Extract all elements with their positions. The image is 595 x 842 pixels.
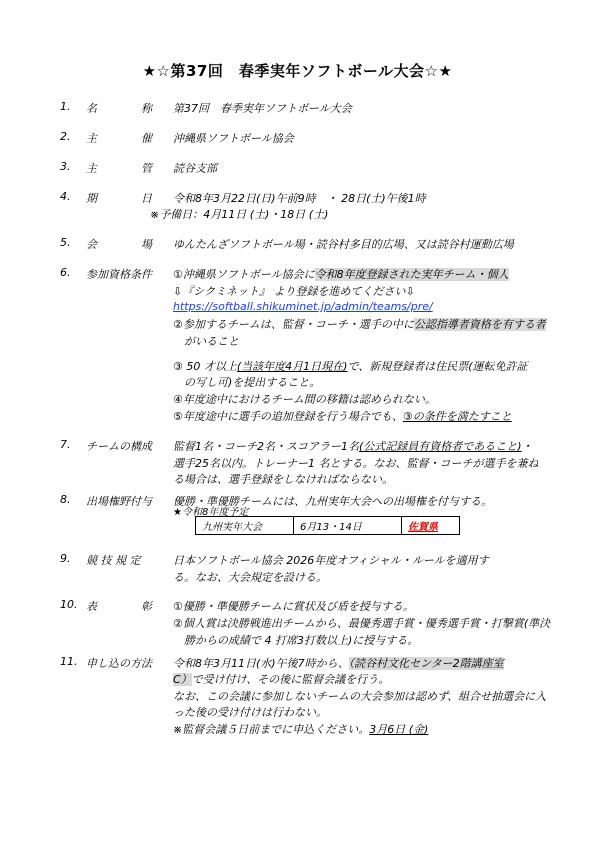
text: で受け付け、その後に監督会議を行う。	[191, 673, 390, 686]
underlined-text: (当該年度4月1日現在)	[236, 360, 348, 373]
organizer: 沖縄県ソフトボール協会	[173, 132, 294, 145]
team-composition-line: る場合は、選手登録をしなければならない。	[173, 473, 393, 486]
item-label: 主	[86, 132, 97, 145]
item-label: 会	[86, 238, 97, 251]
eligibility-line	[173, 266, 509, 282]
document-title: ★☆第37回 春季実年ソフトボール大会☆★	[142, 62, 453, 80]
item-label: 出場権野付与	[86, 495, 152, 508]
application-line	[173, 721, 428, 737]
table-row	[196, 517, 460, 535]
application-line	[173, 655, 504, 671]
underlined-text: (公式記録員有資格者であること)	[359, 440, 522, 453]
text: ①沖縄県ソフトボール協会に	[173, 268, 315, 281]
rules-line: 日本ソフトボール協会 2026年度オフィシャル・ルールを適用す	[173, 554, 489, 567]
item-label-end: 称	[141, 102, 152, 115]
item-number: 6.	[60, 266, 71, 279]
eligibility-line	[173, 358, 528, 374]
eligibility-line: がいること	[184, 335, 239, 348]
table-cell-date: 6月13・14日	[294, 517, 402, 535]
item-label-end: 日	[141, 192, 152, 205]
item-number: 5.	[60, 236, 71, 249]
eligibility-line: の写し可)を提出すること。	[184, 376, 321, 389]
awards-line: ①優勝・準優勝チームに賞状及び盾を授与する。	[173, 600, 414, 613]
awards-line: ②個人賞は決勝戦進出チームから、最優秀選手賞・優秀選手賞・打撃賞(準決	[173, 617, 551, 630]
item-label: 主	[86, 162, 97, 175]
item-number: 3.	[60, 160, 71, 173]
item-number: 1.	[60, 100, 71, 113]
item-number: 10.	[60, 598, 78, 611]
schedule-heading: ★令和8年度予定	[173, 507, 249, 518]
item-label-end: 彰	[141, 600, 152, 613]
item-number: 8.	[60, 493, 71, 506]
item-label: 名	[86, 102, 97, 115]
item-label-end: 管	[141, 162, 152, 175]
table-cell-place	[402, 517, 460, 535]
venue: ゆんたんざソフトボール場・読谷村多目的広場、又は読谷村運動広場	[173, 238, 514, 251]
text: で、新規登録者は住民票(運転免許証	[347, 360, 528, 373]
place-text: 佐賀県	[408, 522, 438, 533]
eligibility-line: ④年度途中におけるチーム間の移籍は認められない。	[173, 393, 436, 406]
eligibility-line	[173, 316, 546, 332]
item-number: 11.	[60, 655, 78, 668]
event-dates: 令和8年3月22日(日)午前9時 ・ 28日(土)午後1時	[173, 192, 426, 205]
text: ※監督会議５日前までに申込ください。	[173, 723, 370, 736]
awards-line: 勝からの成績で 4 打席3打数以上)に授与する。	[184, 634, 419, 647]
application-line: った後の受け付けは行わない。	[173, 706, 327, 719]
reserve-dates-note: ※予備日：4月11日 (土)・18日 (土)	[150, 208, 329, 221]
text: ・	[521, 440, 533, 453]
rules-line: る。なお、大会規定を設ける。	[173, 571, 327, 584]
text: 令和8年3月11日(水)午後7時から、	[173, 657, 349, 670]
item-label: 表	[86, 600, 97, 613]
highlight-text: 公認指導者資格を有する者	[413, 318, 546, 331]
item-label-end: 催	[141, 132, 152, 145]
event-name: 第37回 春季実年ソフトボール大会	[173, 102, 352, 115]
highlight-text: 令和8年度登録された実年チーム・個人	[314, 268, 509, 281]
application-line	[173, 671, 389, 687]
item-label: チームの構成	[86, 440, 152, 453]
team-composition-line	[173, 438, 533, 454]
item-label-end: 場	[141, 238, 152, 251]
highlight-text: （読谷村文化センター2階講座室	[348, 657, 504, 670]
item-label: 申し込の方法	[86, 657, 152, 670]
item-label: 期	[86, 192, 97, 205]
item-label: 参加資格条件	[86, 268, 152, 281]
text: 監督1名・コーチ2名・スコアラー1名	[173, 440, 359, 453]
item-number: 9.	[60, 552, 71, 565]
text: ②参加するチームは、監督・コーチ・選手の中に	[173, 318, 414, 331]
table-cell-event: 九州実年大会	[196, 517, 294, 535]
qualification-text: 優勝・準優勝チームには、九州実年大会への出場権を付与する。	[173, 495, 492, 508]
team-composition-line: 選手25名以内。トレーナー1 名とする。なお、監督・コーチが選手を兼ね	[173, 457, 539, 470]
underlined-text: ③の条件を満たすこと	[402, 410, 512, 423]
item-number: 2.	[60, 130, 71, 143]
eligibility-line	[173, 408, 512, 424]
registration-link[interactable]	[173, 300, 433, 313]
text: ③ 50 才以上	[173, 360, 237, 373]
item-label: 競 技 規 定	[86, 554, 141, 567]
item-number: 7.	[60, 438, 71, 451]
text: ⑤年度途中に選手の追加登録を行う場合でも、	[173, 410, 403, 423]
highlight-text: C）	[173, 673, 192, 686]
application-line: なお、この会議に参加しないチームの大会参加は認めず、組合せ抽選会に入	[173, 690, 547, 703]
underlined-text: 3月6日 (金)	[369, 723, 429, 736]
link-text[interactable]: https://softball.shikuminet.jp/admin/teams/pre/	[173, 300, 433, 313]
eligibility-line: ⇩『シクミネット』 より登録を進めてください⇩	[173, 285, 415, 298]
item-number: 4.	[60, 190, 71, 203]
kyushu-schedule-table	[195, 516, 460, 535]
manager: 読谷支部	[173, 162, 217, 175]
